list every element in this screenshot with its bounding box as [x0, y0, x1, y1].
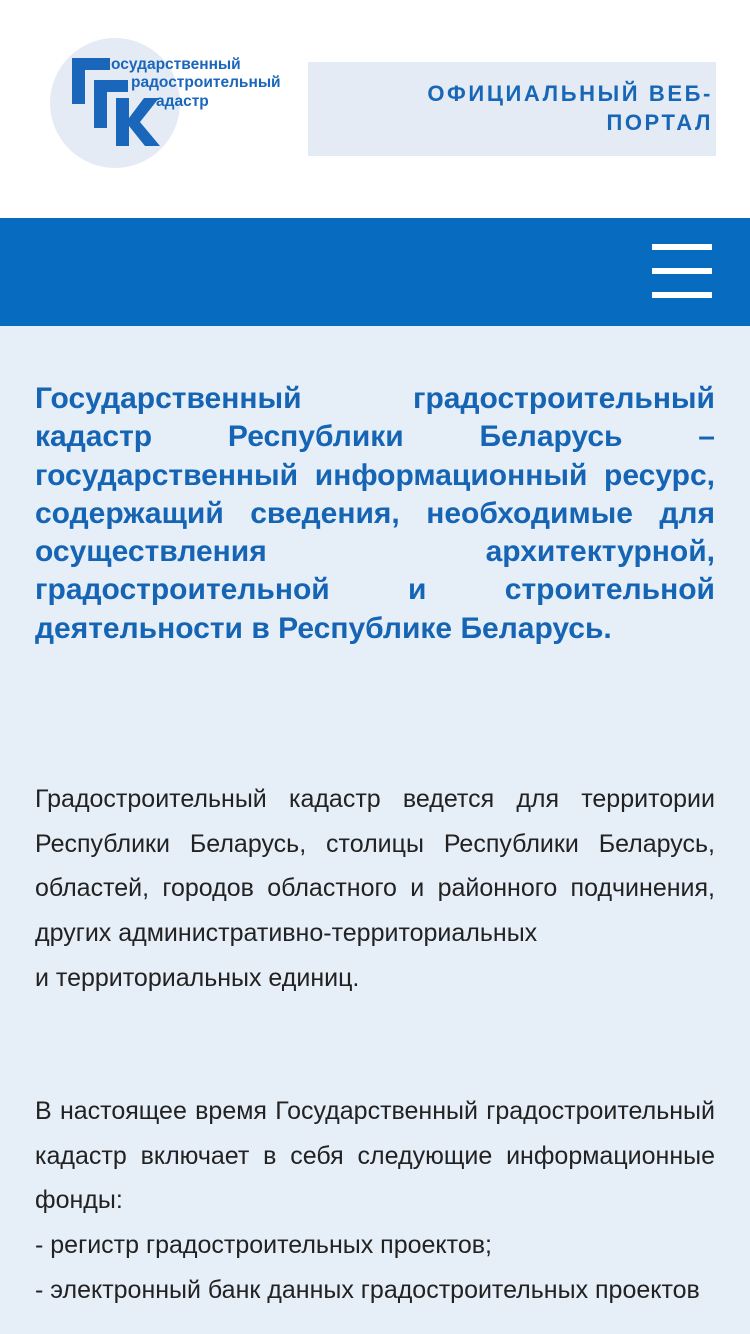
paragraph-funds	[35, 1089, 715, 1313]
list-item: - регистр градостроительных проектов;	[35, 1231, 492, 1260]
paragraph-territory-text: Градостроительный кадастр ведется для территории Республики Беларусь, столицы Республики Беларусь, областей, городов областного и районного подчинения, других административно-территориальных	[35, 785, 715, 948]
menu-bar-middle	[652, 268, 712, 274]
navigation-bar	[0, 218, 750, 326]
portal-label-line-2: ПОРТАЛ	[606, 110, 713, 135]
intro-heading: Государственный градостроительный кадастр Республики Беларусь – государственный информационный ресурс, содержащий сведения, необходимые для осуществления архитектурной, градостроительной и строительной деятельности в Республике Беларусь.	[35, 382, 715, 645]
logo-line-3: адастр	[156, 93, 209, 110]
logo-line-2: радостроительный	[131, 74, 281, 91]
hamburger-menu-icon[interactable]	[652, 244, 712, 300]
portal-label-line-1: ОФИЦИАЛЬНЫЙ ВЕБ-	[427, 81, 713, 106]
list-item: - электронный банк данных градостроительных проектов	[35, 1275, 700, 1304]
logo-line-1: осударственный	[111, 56, 241, 73]
portal-label-box	[308, 62, 716, 156]
menu-bar-top	[652, 244, 712, 250]
main-content	[35, 380, 715, 648]
paragraph-territory	[35, 777, 715, 1001]
menu-bar-bottom	[652, 292, 712, 298]
portal-label	[427, 79, 713, 137]
site-logo[interactable]	[48, 36, 298, 172]
site-header	[0, 0, 750, 218]
paragraph-funds-text: В настоящее время Государственный градостроительный кадастр включает в себя следующие информационные фонды:	[35, 1097, 715, 1215]
paragraph-territory-end: и территориальных единиц.	[35, 963, 360, 992]
